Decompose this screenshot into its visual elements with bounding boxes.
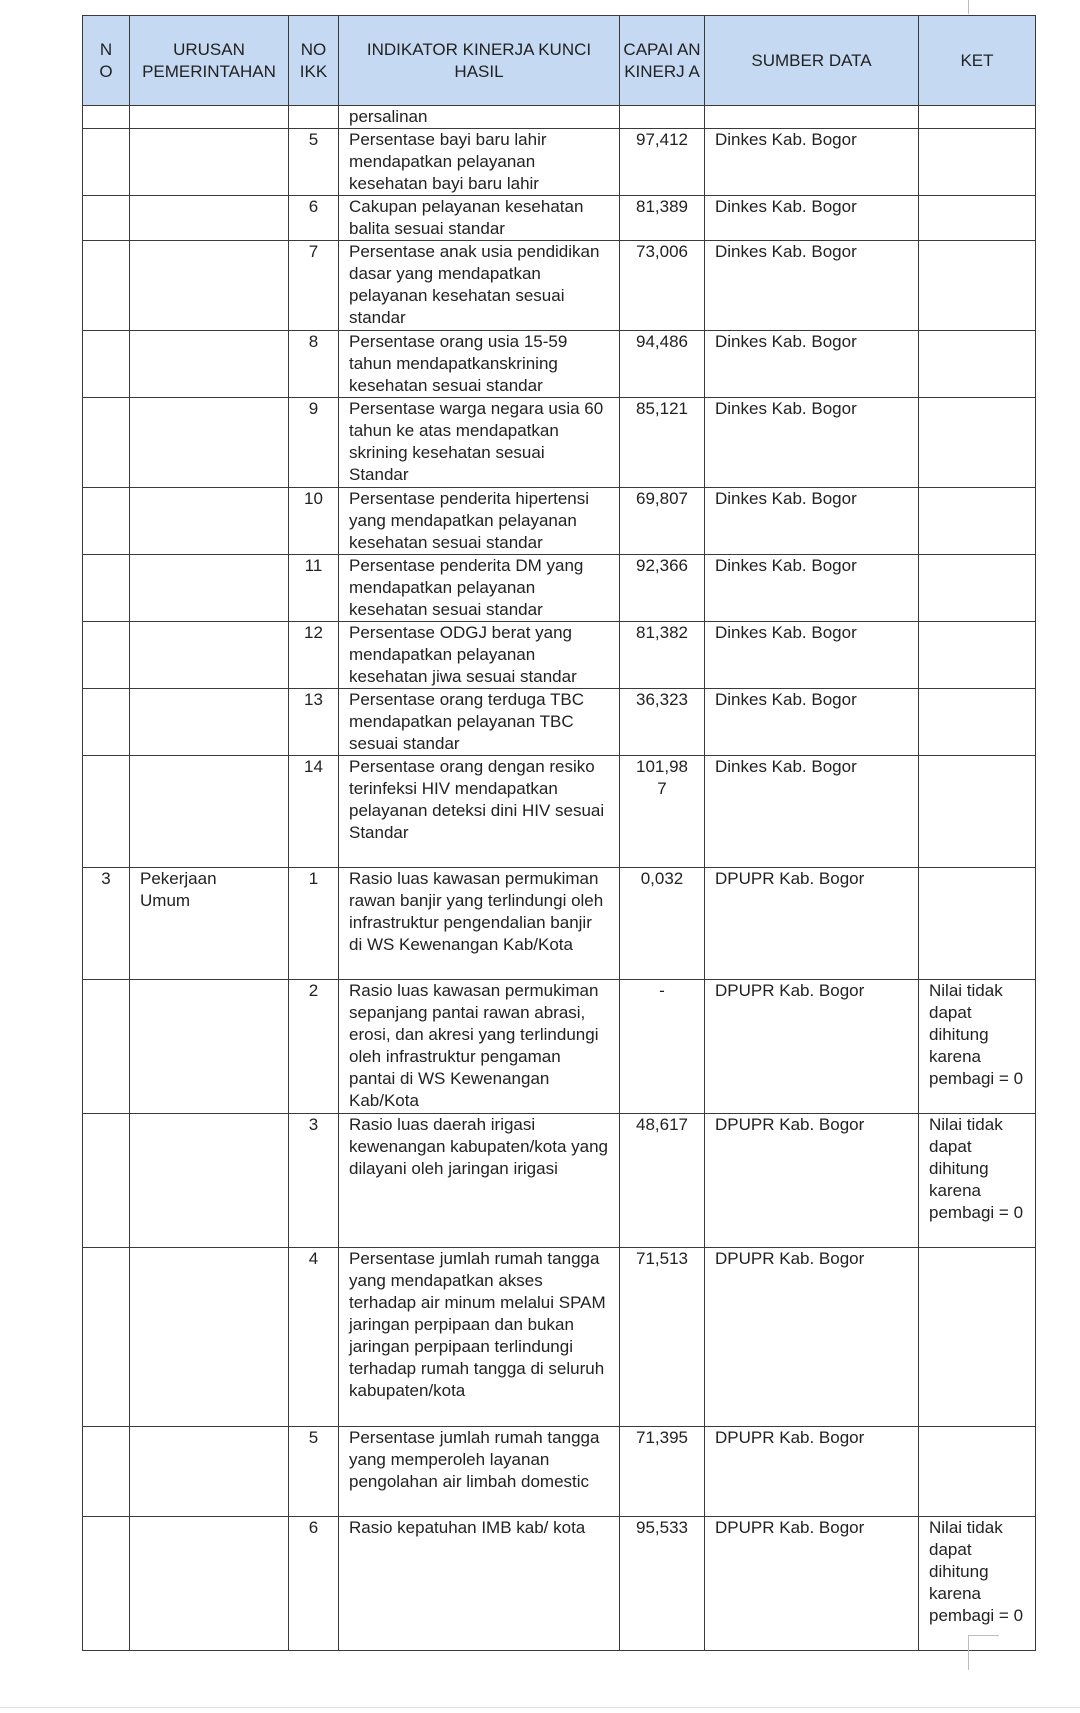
cell-sumber: Dinkes Kab. Bogor [705,622,919,689]
cell-urusan [130,980,289,1114]
cell-urusan [130,398,289,488]
cell-sumber: Dinkes Kab. Bogor [705,555,919,622]
cell-capaian: - [620,980,705,1114]
cell-indikator: Persentase orang usia 15-59 tahun mendapatkanskrining kesehatan sesuai standar [339,331,620,398]
cell-ket [919,868,1036,980]
cell-sumber: Dinkes Kab. Bogor [705,129,919,196]
header-ket: KET [919,16,1036,106]
cell-capaian: 92,366 [620,555,705,622]
cell-capaian: 95,533 [620,1517,705,1651]
cell-urusan [130,129,289,196]
cell-urusan [130,196,289,241]
cell-no [83,622,130,689]
cell-urusan [130,488,289,555]
cell-no-ikk: 5 [289,129,339,196]
cell-sumber: Dinkes Kab. Bogor [705,488,919,555]
cell-no-ikk: 11 [289,555,339,622]
cell-capaian: 71,513 [620,1248,705,1427]
cell-capaian: 48,617 [620,1114,705,1248]
cell-indikator: Rasio luas daerah irigasi kewenangan kabupaten/kota yang dilayani oleh jaringan irigasi [339,1114,620,1248]
cell-capaian: 101,98 7 [620,756,705,868]
cell-ket [919,622,1036,689]
cell-no-ikk: 1 [289,868,339,980]
cell-sumber: Dinkes Kab. Bogor [705,331,919,398]
cell-no-ikk: 9 [289,398,339,488]
cell-no [83,331,130,398]
page-corner-mark-bottom [968,1635,999,1670]
cell-ket [919,1427,1036,1517]
cell-ket: Nilai tidak dapat dihitung karena pembagi = 0 [919,980,1036,1114]
table-row [83,106,1036,129]
cell-urusan [130,1248,289,1427]
cell-no-ikk: 2 [289,980,339,1114]
table-row [83,488,1036,555]
cell-urusan [130,1427,289,1517]
table-row [83,555,1036,622]
cell-no [83,106,130,129]
cell-sumber: Dinkes Kab. Bogor [705,689,919,756]
table-row [83,196,1036,241]
table-row [83,689,1036,756]
header-indikator: INDIKATOR KINERJA KUNCI HASIL [339,16,620,106]
cell-urusan [130,1114,289,1248]
table-row [83,622,1036,689]
table-row [83,1427,1036,1517]
header-urusan: URUSAN PEMERINTAHAN [130,16,289,106]
cell-ket [919,129,1036,196]
header-sumber: SUMBER DATA [705,16,919,106]
cell-indikator: Persentase orang dengan resiko terinfeksi HIV mendapatkan pelayanan deteksi dini HIV sesuai Standar [339,756,620,868]
cell-sumber: Dinkes Kab. Bogor [705,196,919,241]
cell-ket [919,241,1036,331]
cell-capaian: 36,323 [620,689,705,756]
cell-indikator: Persentase ODGJ berat yang mendapatkan pelayanan kesehatan jiwa sesuai standar [339,622,620,689]
cell-no: 3 [83,868,130,980]
header-no: N O [83,16,130,106]
table-body [83,106,1036,1651]
table-row [83,1248,1036,1427]
table-row [83,129,1036,196]
cell-no [83,689,130,756]
cell-ket [919,106,1036,129]
cell-capaian: 73,006 [620,241,705,331]
table-row [83,756,1036,868]
cell-no [83,756,130,868]
cell-ket: Nilai tidak dapat dihitung karena pembagi = 0 [919,1517,1036,1651]
cell-no [83,398,130,488]
cell-ket [919,756,1036,868]
cell-indikator: persalinan [339,106,620,129]
table-row [83,1114,1036,1248]
cell-ket [919,1248,1036,1427]
cell-indikator: Persentase bayi baru lahir mendapatkan pelayanan kesehatan bayi baru lahir [339,129,620,196]
cell-indikator: Rasio kepatuhan IMB kab/ kota [339,1517,620,1651]
cell-indikator: Persentase jumlah rumah tangga yang mendapatkan akses terhadap air minum melalui SPAM jaringan perpipaan dan bukan jaringan perpipaan terlindungi terhadap rumah tangga di seluruh kabupaten/kota [339,1248,620,1427]
cell-urusan [130,756,289,868]
cell-capaian: 0,032 [620,868,705,980]
cell-no [83,980,130,1114]
cell-sumber [705,106,919,129]
cell-no-ikk: 6 [289,1517,339,1651]
header-capaian: CAPAI AN KINERJ A [620,16,705,106]
cell-indikator: Persentase warga negara usia 60 tahun ke atas mendapatkan skrining kesehatan sesuai Standar [339,398,620,488]
cell-capaian: 85,121 [620,398,705,488]
cell-no-ikk: 5 [289,1427,339,1517]
cell-urusan [130,331,289,398]
cell-sumber: Dinkes Kab. Bogor [705,756,919,868]
cell-no-ikk: 13 [289,689,339,756]
page-corner-mark-top [968,0,969,14]
cell-urusan [130,241,289,331]
cell-ket [919,331,1036,398]
cell-indikator: Persentase anak usia pendidikan dasar yang mendapatkan pelayanan kesehatan sesuai standar [339,241,620,331]
page-bottom-edge [0,1707,1080,1708]
cell-indikator: Persentase jumlah rumah tangga yang memperoleh layanan pengolahan air limbah domestic [339,1427,620,1517]
cell-no [83,1517,130,1651]
cell-sumber: DPUPR Kab. Bogor [705,980,919,1114]
cell-no-ikk: 8 [289,331,339,398]
cell-indikator: Rasio luas kawasan permukiman sepanjang pantai rawan abrasi, erosi, dan akresi yang terlindungi oleh infrastruktur pengaman pantai di WS Kewenangan Kab/Kota [339,980,620,1114]
cell-capaian [620,106,705,129]
header-no-ikk: NO IKK [289,16,339,106]
table-row [83,1517,1036,1651]
table-header [83,16,1036,106]
cell-capaian: 97,412 [620,129,705,196]
cell-urusan [130,1517,289,1651]
ikk-table [82,15,1036,1651]
cell-indikator: Rasio luas kawasan permukiman rawan banjir yang terlindungi oleh infrastruktur pengendalian banjir di WS Kewenangan Kab/Kota [339,868,620,980]
cell-capaian: 69,807 [620,488,705,555]
cell-sumber: DPUPR Kab. Bogor [705,1248,919,1427]
cell-no [83,241,130,331]
cell-sumber: Dinkes Kab. Bogor [705,241,919,331]
cell-ket [919,398,1036,488]
table-row [83,868,1036,980]
cell-no-ikk: 14 [289,756,339,868]
cell-urusan [130,622,289,689]
cell-urusan: Pekerjaan Umum [130,868,289,980]
table-row [83,331,1036,398]
cell-no-ikk: 7 [289,241,339,331]
cell-urusan [130,555,289,622]
cell-sumber: DPUPR Kab. Bogor [705,1517,919,1651]
cell-sumber: DPUPR Kab. Bogor [705,1114,919,1248]
cell-sumber: Dinkes Kab. Bogor [705,398,919,488]
cell-no [83,129,130,196]
cell-capaian: 71,395 [620,1427,705,1517]
cell-capaian: 94,486 [620,331,705,398]
table-row [83,241,1036,331]
cell-indikator: Persentase penderita hipertensi yang mendapatkan pelayanan kesehatan sesuai standar [339,488,620,555]
cell-urusan [130,106,289,129]
table-row [83,980,1036,1114]
cell-indikator: Persentase penderita DM yang mendapatkan pelayanan kesehatan sesuai standar [339,555,620,622]
cell-ket: Nilai tidak dapat dihitung karena pembagi = 0 [919,1114,1036,1248]
cell-no-ikk: 6 [289,196,339,241]
cell-urusan [130,689,289,756]
cell-capaian: 81,382 [620,622,705,689]
cell-indikator: Cakupan pelayanan kesehatan balita sesuai standar [339,196,620,241]
cell-no [83,1427,130,1517]
cell-no [83,488,130,555]
cell-indikator: Persentase orang terduga TBC mendapatkan pelayanan TBC sesuai standar [339,689,620,756]
table-row [83,398,1036,488]
cell-no [83,196,130,241]
cell-no [83,1114,130,1248]
cell-no-ikk: 12 [289,622,339,689]
cell-no-ikk: 3 [289,1114,339,1248]
cell-ket [919,196,1036,241]
cell-sumber: DPUPR Kab. Bogor [705,1427,919,1517]
cell-ket [919,488,1036,555]
cell-no [83,555,130,622]
cell-no [83,1248,130,1427]
cell-ket [919,555,1036,622]
cell-no-ikk [289,106,339,129]
cell-sumber: DPUPR Kab. Bogor [705,868,919,980]
cell-no-ikk: 10 [289,488,339,555]
cell-ket [919,689,1036,756]
cell-capaian: 81,389 [620,196,705,241]
cell-no-ikk: 4 [289,1248,339,1427]
